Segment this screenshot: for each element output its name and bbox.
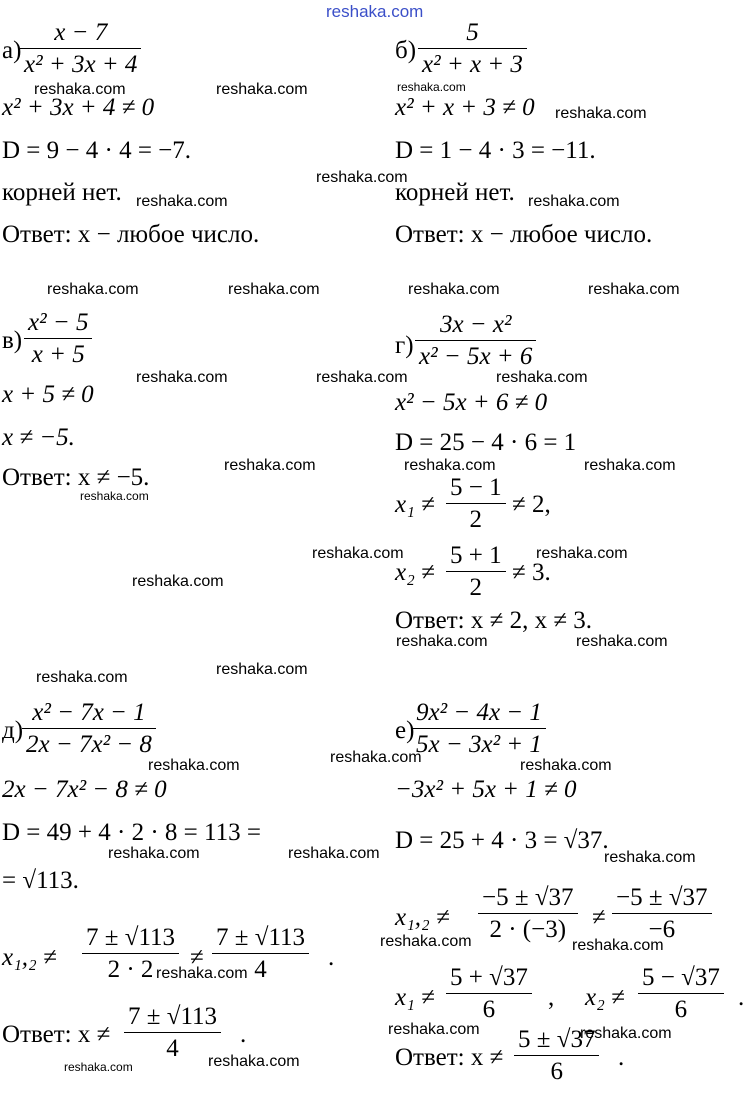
x2-prefix: x₂ ≠: [395, 559, 435, 586]
watermark: reshaka.com: [216, 661, 308, 678]
x12-mid: ≠: [592, 904, 606, 931]
condition: −3x² + 5x + 1 ≠ 0: [395, 776, 577, 803]
watermark: reshaka.com: [312, 545, 404, 562]
watermark: reshaka.com: [224, 457, 316, 474]
x12-fraction-simplified: $\frac{7 \pm √113}{4}$: [212, 925, 309, 982]
answer-suffix: .: [618, 1044, 625, 1071]
x1-suffix: ,: [548, 984, 555, 1011]
watermark: reshaka.com: [326, 2, 424, 21]
x1-prefix: x₁ ≠: [395, 984, 435, 1011]
watermark: reshaka.com: [316, 169, 408, 186]
answer: Ответ: x − любое число.: [2, 221, 260, 248]
fraction-g: [415, 312, 536, 369]
x12-fraction: $\frac{7 \pm √113}{2 \cdot 2}$: [82, 925, 179, 982]
answer-suffix: .: [240, 1021, 247, 1048]
discriminant: D = 49 + 4 · 2 · 8 = 113 =: [2, 819, 261, 846]
watermark: reshaka.com: [520, 757, 612, 774]
answer-prefix: Ответ: x ≠: [395, 1044, 504, 1071]
watermark: reshaka.com: [576, 633, 668, 650]
watermark: reshaka.com: [388, 1021, 480, 1038]
watermark: reshaka.com: [330, 749, 422, 766]
watermark: reshaka.com: [216, 81, 308, 98]
condition: x + 5 ≠ 0: [2, 381, 94, 408]
watermark: reshaka.com: [108, 845, 200, 862]
numerator: x − 7: [54, 19, 108, 46]
discriminant: D = 1 − 4 · 3 = −11.: [395, 137, 596, 164]
watermark: reshaka.com: [316, 369, 408, 386]
watermark: reshaka.com: [47, 281, 139, 298]
x1-prefix: x₁ ≠: [395, 491, 435, 518]
watermark: reshaka.com: [584, 457, 676, 474]
discriminant: D = 25 + 4 · 3 = √37.: [395, 827, 609, 854]
x2-suffix: .: [738, 984, 745, 1011]
watermark: reshaka.com: [604, 849, 696, 866]
x2-fraction: $\frac{5 + 1}{2}$: [446, 543, 506, 600]
discriminant-root: = √113.: [2, 867, 79, 894]
watermark: reshaka.com: [397, 80, 466, 94]
numerator: x² − 5: [28, 309, 89, 336]
denominator: x² + 3x + 4: [20, 48, 141, 77]
watermark: reshaka.com: [136, 193, 228, 210]
label-v: в): [2, 327, 23, 354]
x2-prefix: x₂ ≠: [585, 984, 625, 1011]
watermark: reshaka.com: [148, 757, 240, 774]
label-d: д): [2, 717, 24, 744]
label-g: г): [395, 332, 414, 359]
label-a: а): [2, 37, 22, 64]
numerator: 9x² − 4x − 1: [416, 699, 542, 726]
no-roots: корней нет.: [2, 179, 122, 206]
x12-fraction: $\frac{-5 \pm √37}{2 \cdot (-3)}$: [478, 885, 578, 942]
watermark: reshaka.com: [228, 281, 320, 298]
watermark: reshaka.com: [496, 369, 588, 386]
fraction-e: [412, 700, 546, 757]
watermark: reshaka.com: [64, 1060, 133, 1074]
condition: x² + 3x + 4 ≠ 0: [2, 94, 155, 121]
x2-fraction: $\frac{5 - √37}{6}$: [638, 965, 724, 1022]
watermark: reshaka.com: [408, 281, 500, 298]
denominator: x² + x + 3: [418, 48, 527, 77]
condition: x² − 5x + 6 ≠ 0: [395, 389, 548, 416]
discriminant: D = 9 − 4 · 4 = −7.: [2, 137, 192, 164]
watermark: reshaka.com: [380, 933, 472, 950]
watermark: reshaka.com: [136, 369, 228, 386]
no-roots: корней нет.: [395, 179, 515, 206]
condition: 2x − 7x² − 8 ≠ 0: [2, 776, 167, 803]
numerator: 5: [466, 19, 479, 46]
fraction-a: [20, 20, 141, 77]
denominator: x + 5: [24, 338, 92, 367]
denominator: 5x − 3x² + 1: [412, 728, 546, 757]
x12-mid: ≠: [190, 944, 204, 971]
answer: Ответ: x − любое число.: [395, 221, 653, 248]
fraction-b: [418, 20, 527, 77]
label-b: б): [395, 37, 417, 64]
fraction-v: [24, 310, 92, 367]
fraction-d: [22, 700, 156, 757]
watermark: reshaka.com: [132, 573, 224, 590]
x1-suffix: ≠ 2,: [512, 491, 551, 518]
watermark: reshaka.com: [36, 669, 128, 686]
x2-suffix: ≠ 3.: [512, 559, 551, 586]
answer-fraction: $\frac{5 \pm √37}{6}$: [514, 1027, 599, 1084]
watermark: reshaka.com: [396, 633, 488, 650]
answer: Ответ: x ≠ −5.: [2, 464, 150, 491]
watermark: reshaka.com: [404, 457, 496, 474]
watermark: reshaka.com: [528, 193, 620, 210]
watermark: reshaka.com: [156, 965, 248, 982]
denominator: 2x − 7x² − 8: [22, 728, 156, 757]
x1-fraction: $\frac{5 + √37}{6}$: [446, 965, 532, 1022]
discriminant: D = 25 − 4 · 6 = 1: [395, 429, 577, 456]
x12-prefix: x₁,₂ ≠: [395, 904, 450, 931]
watermark: reshaka.com: [580, 1025, 672, 1042]
answer: Ответ: x ≠ 2, x ≠ 3.: [395, 607, 593, 634]
watermark: reshaka.com: [80, 489, 149, 503]
x12-suffix: .: [328, 944, 335, 971]
watermark: reshaka.com: [208, 1053, 300, 1070]
watermark: reshaka.com: [572, 937, 664, 954]
numerator: x² − 7x − 1: [32, 699, 146, 726]
x12-prefix: x₁,₂ ≠: [2, 944, 57, 971]
watermark: reshaka.com: [288, 845, 380, 862]
label-e: е): [395, 717, 415, 744]
x1-fraction: $\frac{5 - 1}{2}$: [446, 475, 506, 532]
numerator: 3x − x²: [439, 311, 512, 338]
denominator: x² − 5x + 6: [415, 340, 536, 369]
watermark: reshaka.com: [555, 105, 647, 122]
watermark: reshaka.com: [536, 545, 628, 562]
result: x ≠ −5.: [2, 424, 75, 451]
answer-fraction: $\frac{7 \pm √113}{4}$: [124, 1004, 221, 1061]
watermark: reshaka.com: [588, 281, 680, 298]
answer-prefix: Ответ: x ≠: [2, 1021, 111, 1048]
x12-fraction-simplified: $\frac{-5 \pm √37}{-6}$: [612, 885, 712, 942]
watermark: reshaka.com: [34, 81, 126, 98]
condition: x² + x + 3 ≠ 0: [395, 94, 535, 121]
